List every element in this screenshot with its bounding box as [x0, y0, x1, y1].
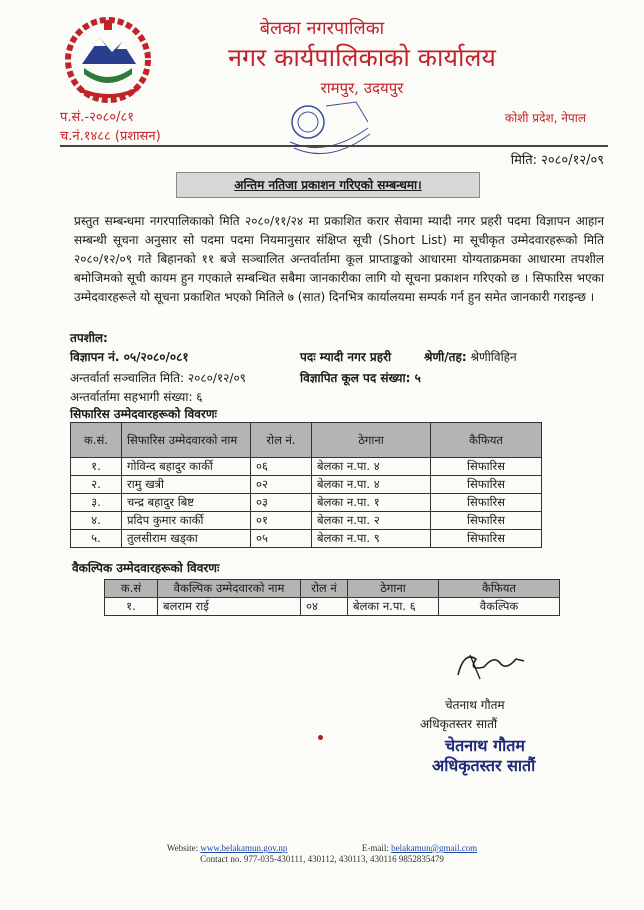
- class-label: श्रेणी/तह:: [424, 350, 467, 364]
- remark-cell: सिफारिस: [431, 530, 542, 548]
- alternate-heading: वैकल्पिक उम्मेदवारहरूको विवरणः: [72, 561, 220, 575]
- ad-number: विज्ञापन नं. ०५/२०८०/०८१: [70, 350, 189, 364]
- column-header: ठेगाना: [348, 580, 439, 598]
- serial-cell: ३.: [71, 494, 122, 512]
- name-cell: चन्द्र बहादुर बिष्ट: [122, 494, 251, 512]
- stamp-title: अधिकृतस्तर सातौं: [432, 756, 536, 775]
- signatory-title: अधिकृतस्तर सातौं: [420, 717, 498, 731]
- class-info: [424, 348, 517, 365]
- signature-icon: [450, 645, 530, 685]
- serial-cell: २.: [71, 476, 122, 494]
- letter-ref-number: प.सं.-२०८०/८१: [60, 110, 135, 125]
- serial-cell: १.: [71, 458, 122, 476]
- roll-cell: ०५: [251, 530, 312, 548]
- municipality-name: बेलका नगरपालिका: [259, 18, 385, 39]
- details-heading: तपशील:: [70, 331, 108, 345]
- subject-line: अन्तिम नतिजा प्रकाशन गरिएको सम्बन्धमा।: [176, 172, 480, 198]
- address-cell: बेलका न.पा. ९: [312, 530, 431, 548]
- email-label: E-mail:: [361, 843, 389, 853]
- class-value: श्रेणीविहिन: [470, 350, 517, 364]
- dispatch-number: च.नं.१४८८ (प्रशासन): [60, 129, 161, 144]
- column-header: कैफियत: [431, 423, 542, 458]
- remark-cell: सिफारिस: [431, 458, 542, 476]
- roll-cell: ०४: [301, 598, 348, 616]
- recommended-heading: सिफारिस उम्मेदवारहरूको विवरणः: [70, 407, 217, 421]
- serial-cell: ४.: [71, 512, 122, 530]
- footer-links: [0, 843, 644, 853]
- address-cell: बेलका न.पा. ४: [312, 476, 431, 494]
- recommended-table: [70, 422, 542, 548]
- table-row: [71, 494, 542, 512]
- footer-contact: Contact no. 977-035-430111, 430112, 430113, 430116 9852835479: [200, 854, 444, 864]
- participant-count: अन्तर्वार्तामा सहभागी संख्या: ६: [70, 390, 203, 404]
- ink-dot: [318, 735, 323, 740]
- column-header: ठेगाना: [312, 423, 431, 458]
- office-address: रामपुर, उदयपुर: [320, 79, 404, 97]
- name-cell: गोविन्द बहादुर कार्की: [122, 458, 251, 476]
- table-row: [71, 530, 542, 548]
- website-label: Website:: [166, 843, 199, 853]
- signatory-name: चेतनाथ गौतम: [445, 698, 505, 712]
- name-cell: प्रदिप कुमार कार्की: [122, 512, 251, 530]
- office-name: नगर कार्यपालिकाको कार्यालय: [228, 43, 496, 72]
- table-row: [71, 476, 542, 494]
- letter-date: मिति: २०८०/१२/०९: [510, 153, 604, 168]
- body-paragraph: प्रस्तुत सम्बन्धमा नगरपालिकाको मिति २०८०/११/२४ मा प्रकाशित करार सेवामा म्यादी नगर प्रहरी पदमा विज्ञापन आहान सम्बन्धी सूचना अनुसार सो पदमा पदमा नियमानुसार संक्षिप्त सूची (Short List) मा सूचीकृत उम्मेदवारहरूको मिति २०८०/१२/०९ गते बिहानको ११ बजे सञ्चालित अन्तर्वार्तामा कूल प्राप्ताङ्कको आधारमा योग्यताक्रमका आधारमा तपशील बमोजिमको सूची कायम हुन गएकाले सम्बन्धित सबैमा जानकारीका लागि यो सूचना प्रकाशन गरिएको छ । सिफारिस भएका उम्मेदवारहरूले यो सूचना प्रकाशित भएको मितिले ७ (सात) दिनभित्र कार्यालयमा सम्पर्क गर्न हुन समेत जानकारी गराइन्छ ।: [74, 214, 604, 304]
- interview-date: अन्तर्वार्ता सञ्चालित मिति: २०८०/१२/०९: [70, 371, 246, 385]
- email-link[interactable]: belakamun@gmail.com: [391, 843, 478, 853]
- header-divider: [60, 145, 608, 147]
- address-cell: बेलका न.पा. ४: [312, 458, 431, 476]
- address-cell: बेलका न.पा. ६: [348, 598, 439, 616]
- roll-cell: ०३: [251, 494, 312, 512]
- serial-cell: ५.: [71, 530, 122, 548]
- remark-cell: वैकल्पिक: [439, 598, 560, 616]
- office-seal-icon: [286, 98, 372, 158]
- table-row: [71, 512, 542, 530]
- province-label: कोशी प्रदेश, नेपाल: [504, 111, 586, 125]
- column-header: रोल नं.: [251, 423, 312, 458]
- column-header: कैफियत: [439, 580, 560, 598]
- column-header: क.सं: [105, 580, 158, 598]
- total-posts: विज्ञापित कूल पद संख्या: ५: [300, 371, 421, 385]
- roll-cell: ०२: [251, 476, 312, 494]
- roll-cell: ०१: [251, 512, 312, 530]
- remark-cell: सिफारिस: [431, 476, 542, 494]
- column-header: रोल नं: [301, 580, 348, 598]
- website-link[interactable]: www.belakamun.gov.np: [200, 843, 288, 853]
- name-cell: तुलसीराम खड्का: [122, 530, 251, 548]
- stamp-name: चेतनाथ गौतम: [445, 736, 525, 755]
- post-name: पदः म्यादी नगर प्रहरी: [300, 350, 392, 364]
- table-row: [71, 458, 542, 476]
- name-cell: बलराम राई: [158, 598, 301, 616]
- remark-cell: सिफारिस: [431, 512, 542, 530]
- address-cell: बेलका न.पा. १: [312, 494, 431, 512]
- column-header: वैकल्पिक उम्मेदवारको नाम: [158, 580, 301, 598]
- column-header: क.सं.: [71, 423, 122, 458]
- name-cell: रामु खत्री: [122, 476, 251, 494]
- column-header: सिफारिस उम्मेदवारको नाम: [122, 423, 251, 458]
- table-header-row: [71, 423, 542, 458]
- table-row: [105, 598, 560, 616]
- serial-cell: १.: [105, 598, 158, 616]
- roll-cell: ०६: [251, 458, 312, 476]
- table-header-row: [105, 580, 560, 598]
- alternate-table: [104, 579, 560, 616]
- remark-cell: सिफारिस: [431, 494, 542, 512]
- address-cell: बेलका न.पा. २: [312, 512, 431, 530]
